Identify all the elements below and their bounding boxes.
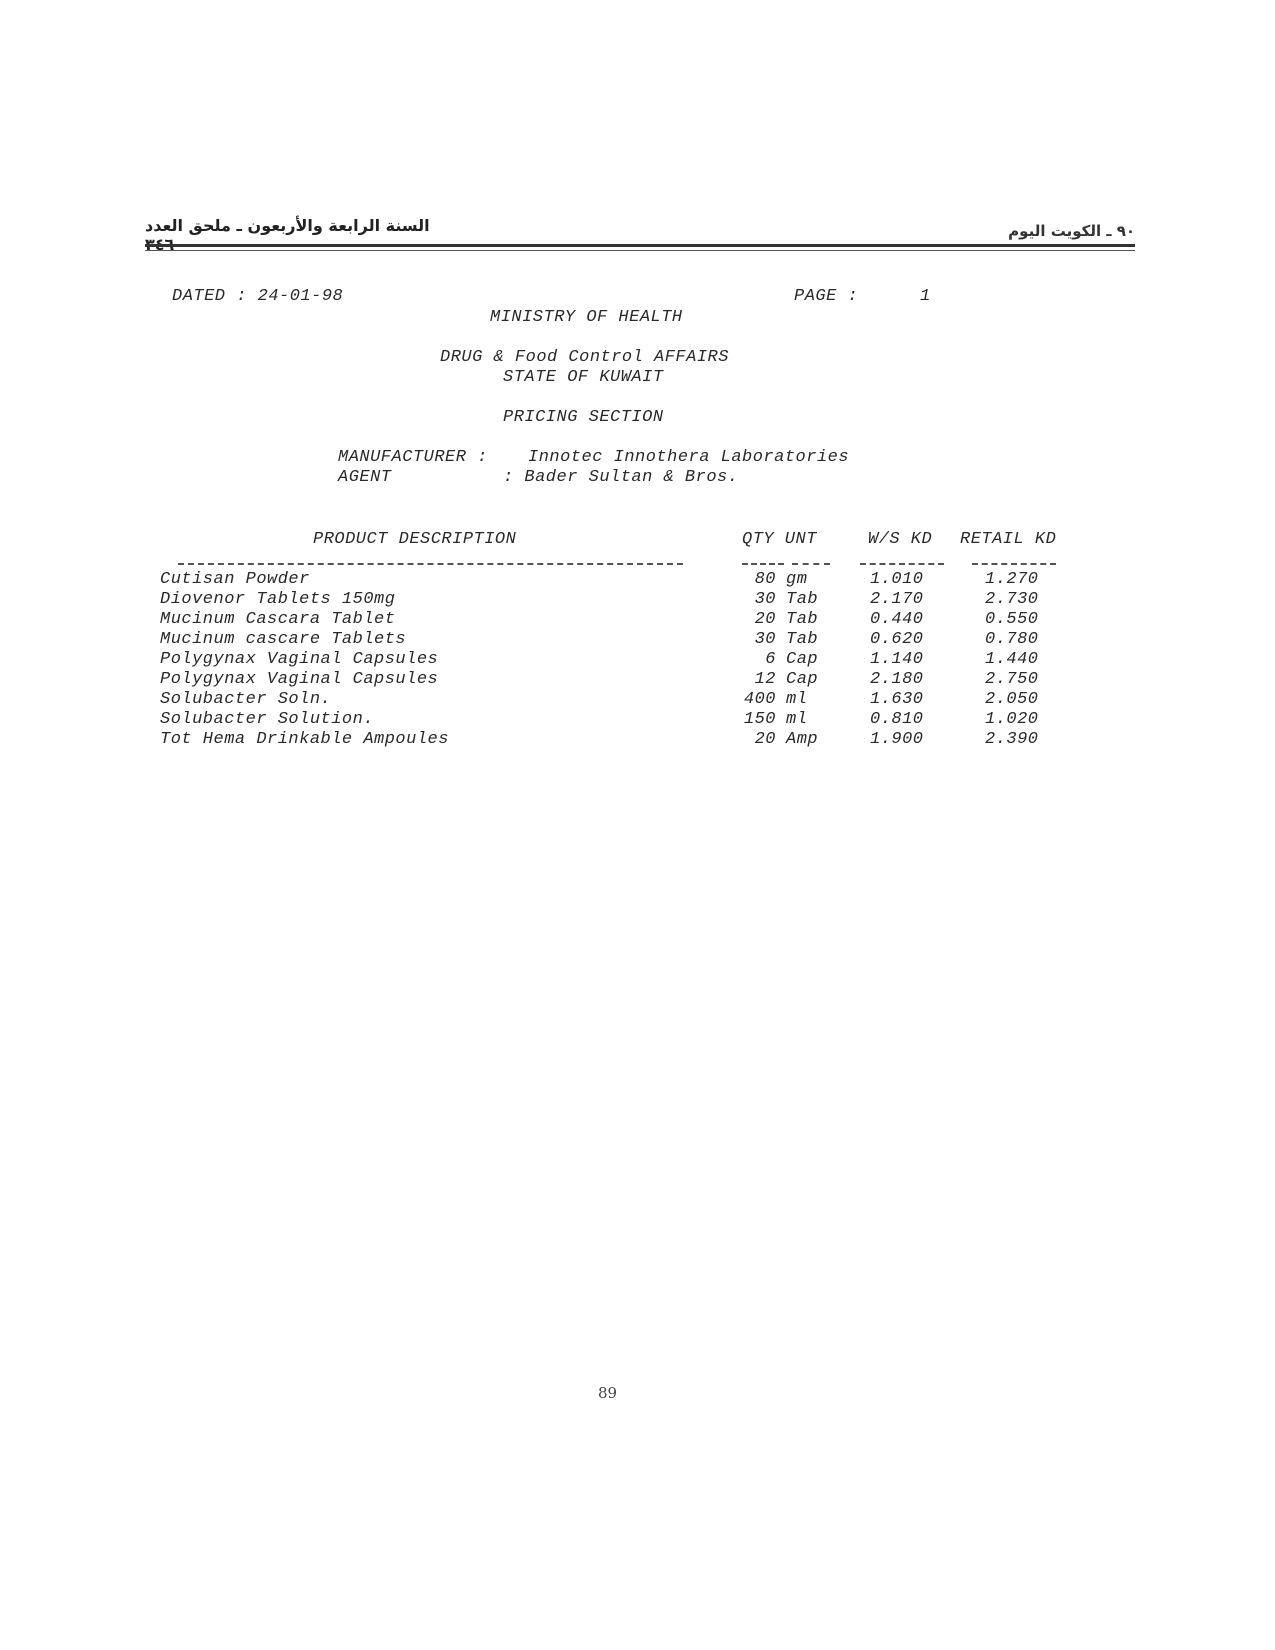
manufacturer-value: Innotec Innothera Laboratories <box>528 448 850 467</box>
product-ws-price: 0.810 <box>870 710 924 729</box>
gazette-issue-header: السنة الرابعة والأربعون ـ ملحق العدد <box>145 216 430 235</box>
column-header-description: PRODUCT DESCRIPTION <box>313 530 517 549</box>
product-qty: 20 <box>754 610 776 629</box>
product-qty: 20 <box>754 730 776 749</box>
product-retail-price: 0.780 <box>985 630 1039 649</box>
product-retail-price: 2.050 <box>985 690 1039 709</box>
product-description: Polygynax Vaginal Capsules <box>160 670 439 689</box>
product-qty: 12 <box>754 670 776 689</box>
product-qty: 30 <box>754 590 776 609</box>
product-unit: Tab <box>786 590 819 609</box>
retail-underline <box>972 563 1056 565</box>
product-retail-price: 2.750 <box>985 670 1039 689</box>
header-rule-thick <box>145 244 1135 247</box>
product-description: Mucinum Cascara Tablet <box>160 610 396 629</box>
product-description: Solubacter Solution. <box>160 710 375 729</box>
product-unit: Tab <box>786 610 819 629</box>
column-header-retail: RETAIL KD <box>960 530 1057 549</box>
product-unit: ml <box>786 690 808 709</box>
product-ws-price: 2.180 <box>870 670 924 689</box>
manufacturer-label: MANUFACTURER : <box>338 448 488 467</box>
product-description: Diovenor Tablets 150mg <box>160 590 396 609</box>
product-description: Tot Hema Drinkable Ampoules <box>160 730 449 749</box>
product-description: Polygynax Vaginal Capsules <box>160 650 439 669</box>
unit-underline <box>792 563 830 565</box>
product-qty: 400 <box>743 690 776 709</box>
product-ws-price: 1.900 <box>870 730 924 749</box>
department-title: DRUG & Food Control AFFAIRS <box>440 348 729 367</box>
qty-underline <box>742 563 784 565</box>
product-qty: 150 <box>743 710 776 729</box>
description-underline <box>178 563 683 565</box>
product-ws-price: 0.440 <box>870 610 924 629</box>
product-ws-price: 1.630 <box>870 690 924 709</box>
product-retail-price: 0.550 <box>985 610 1039 629</box>
product-unit: gm <box>786 570 808 589</box>
product-retail-price: 1.020 <box>985 710 1039 729</box>
product-ws-price: 0.620 <box>870 630 924 649</box>
product-unit: Cap <box>786 670 819 689</box>
product-description: Solubacter Soln. <box>160 690 332 709</box>
product-description: Cutisan Powder <box>160 570 310 589</box>
column-header-qty-unit: QTY UNT <box>742 530 817 549</box>
page-label: PAGE : <box>794 287 859 306</box>
product-retail-price: 2.390 <box>985 730 1039 749</box>
page-value: 1 <box>920 287 931 306</box>
header-rule-thin <box>145 250 1135 251</box>
product-qty: 6 <box>765 650 776 669</box>
product-unit: ml <box>786 710 808 729</box>
product-retail-price: 2.730 <box>985 590 1039 609</box>
agent-label: AGENT <box>338 468 392 487</box>
product-qty: 30 <box>754 630 776 649</box>
ministry-title: MINISTRY OF HEALTH <box>490 308 683 327</box>
product-ws-price: 2.170 <box>870 590 924 609</box>
ws-underline <box>860 563 944 565</box>
product-retail-price: 1.440 <box>985 650 1039 669</box>
state-title: STATE OF KUWAIT <box>503 368 664 387</box>
product-qty: 80 <box>754 570 776 589</box>
gazette-title-header: ٩٠ ـ الكويت اليوم <box>1008 222 1135 240</box>
product-description: Mucinum cascare Tablets <box>160 630 407 649</box>
product-retail-price: 1.270 <box>985 570 1039 589</box>
dated-label: DATED : 24-01-98 <box>172 287 344 306</box>
product-unit: Cap <box>786 650 819 669</box>
product-ws-price: 1.140 <box>870 650 924 669</box>
column-header-ws: W/S KD <box>868 530 933 549</box>
page-number: 89 <box>598 1384 618 1402</box>
product-unit: Tab <box>786 630 819 649</box>
product-ws-price: 1.010 <box>870 570 924 589</box>
section-title: PRICING SECTION <box>503 408 664 427</box>
agent-value: : Bader Sultan & Bros. <box>503 468 739 487</box>
product-unit: Amp <box>786 730 819 749</box>
